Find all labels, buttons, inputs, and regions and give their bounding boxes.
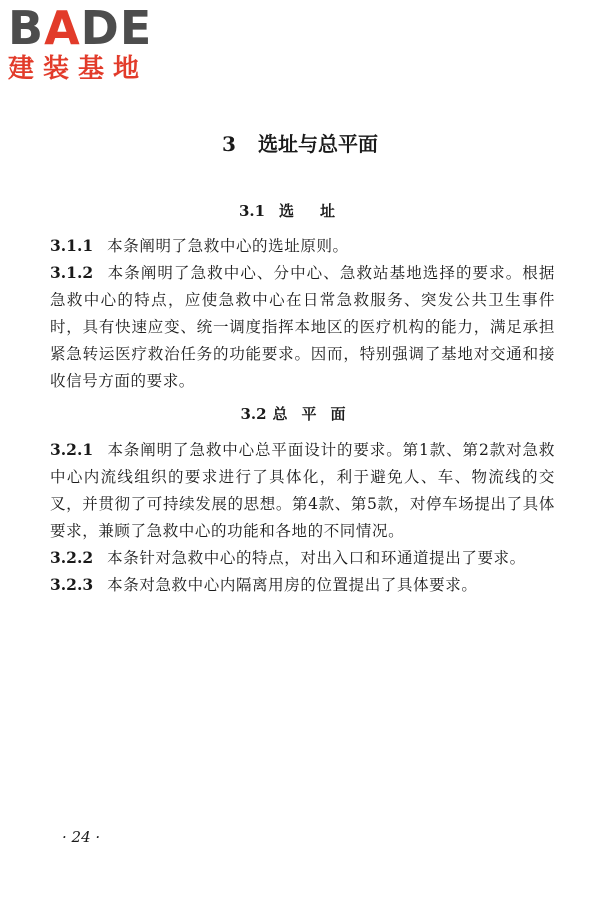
section-number: 3.2 bbox=[240, 405, 267, 423]
clause-number: 3.1.2 bbox=[50, 263, 94, 282]
clause-text: 本条阐明了急救中心总平面设计的要求。第1款、第2款对急救中心内流线组织的要求进行了具体化，利于避免人、车、物流线的交叉，并贯彻了可持续发展的思想。第4款、第5款，对停车场提出了具体要求，兼顾了急救中心的功能和各地的不同情况。 bbox=[50, 441, 555, 540]
clause-text: 本条阐明了急救中心、分中心、急救站基地选择的要求。根据急救中心的特点，应使急救中心在日常急救服务、突发公共卫生事件时，具有快速应变、统一调度指挥本地区的医疗机构的能力，满足承担紧急转运医疗救治任务的功能要求。因而，特别强调了基地对交通和接收信号方面的要求。 bbox=[50, 264, 555, 390]
logo bbox=[8, 1, 178, 84]
clause-text: 本条阐明了急救中心的选址原则。 bbox=[107, 237, 349, 255]
clause-number: 3.2.2 bbox=[50, 548, 94, 567]
clause-paragraph bbox=[50, 436, 555, 545]
chapter-number: 3 bbox=[222, 132, 236, 156]
chapter-title bbox=[0, 130, 600, 158]
logo-subtitle: 建装基地 bbox=[8, 54, 149, 84]
clause-paragraph bbox=[50, 232, 555, 260]
clause-number: 3.2.1 bbox=[50, 440, 94, 459]
clause-text: 本条针对急救中心的特点，对出入口和环通道提出了要求。 bbox=[107, 549, 526, 567]
logo-wordmark: BADE bbox=[8, 1, 153, 55]
section-number: 3.1 bbox=[238, 202, 266, 220]
clause-number: 3.2.3 bbox=[50, 575, 94, 594]
clause-paragraph bbox=[50, 259, 555, 395]
section-title-text: 选址 bbox=[279, 202, 362, 220]
clause-text: 本条对急救中心内隔离用房的位置提出了具体要求。 bbox=[107, 576, 478, 594]
chapter-title-text: 选址与总平面 bbox=[257, 132, 378, 156]
clause-paragraph bbox=[50, 571, 555, 599]
section-heading bbox=[0, 403, 600, 425]
clause-number: 3.1.1 bbox=[50, 236, 94, 255]
page-number: · 24 · bbox=[62, 828, 101, 846]
section-title-text: 总平面 bbox=[272, 405, 360, 423]
section-heading bbox=[0, 200, 600, 222]
clause-paragraph bbox=[50, 544, 555, 572]
